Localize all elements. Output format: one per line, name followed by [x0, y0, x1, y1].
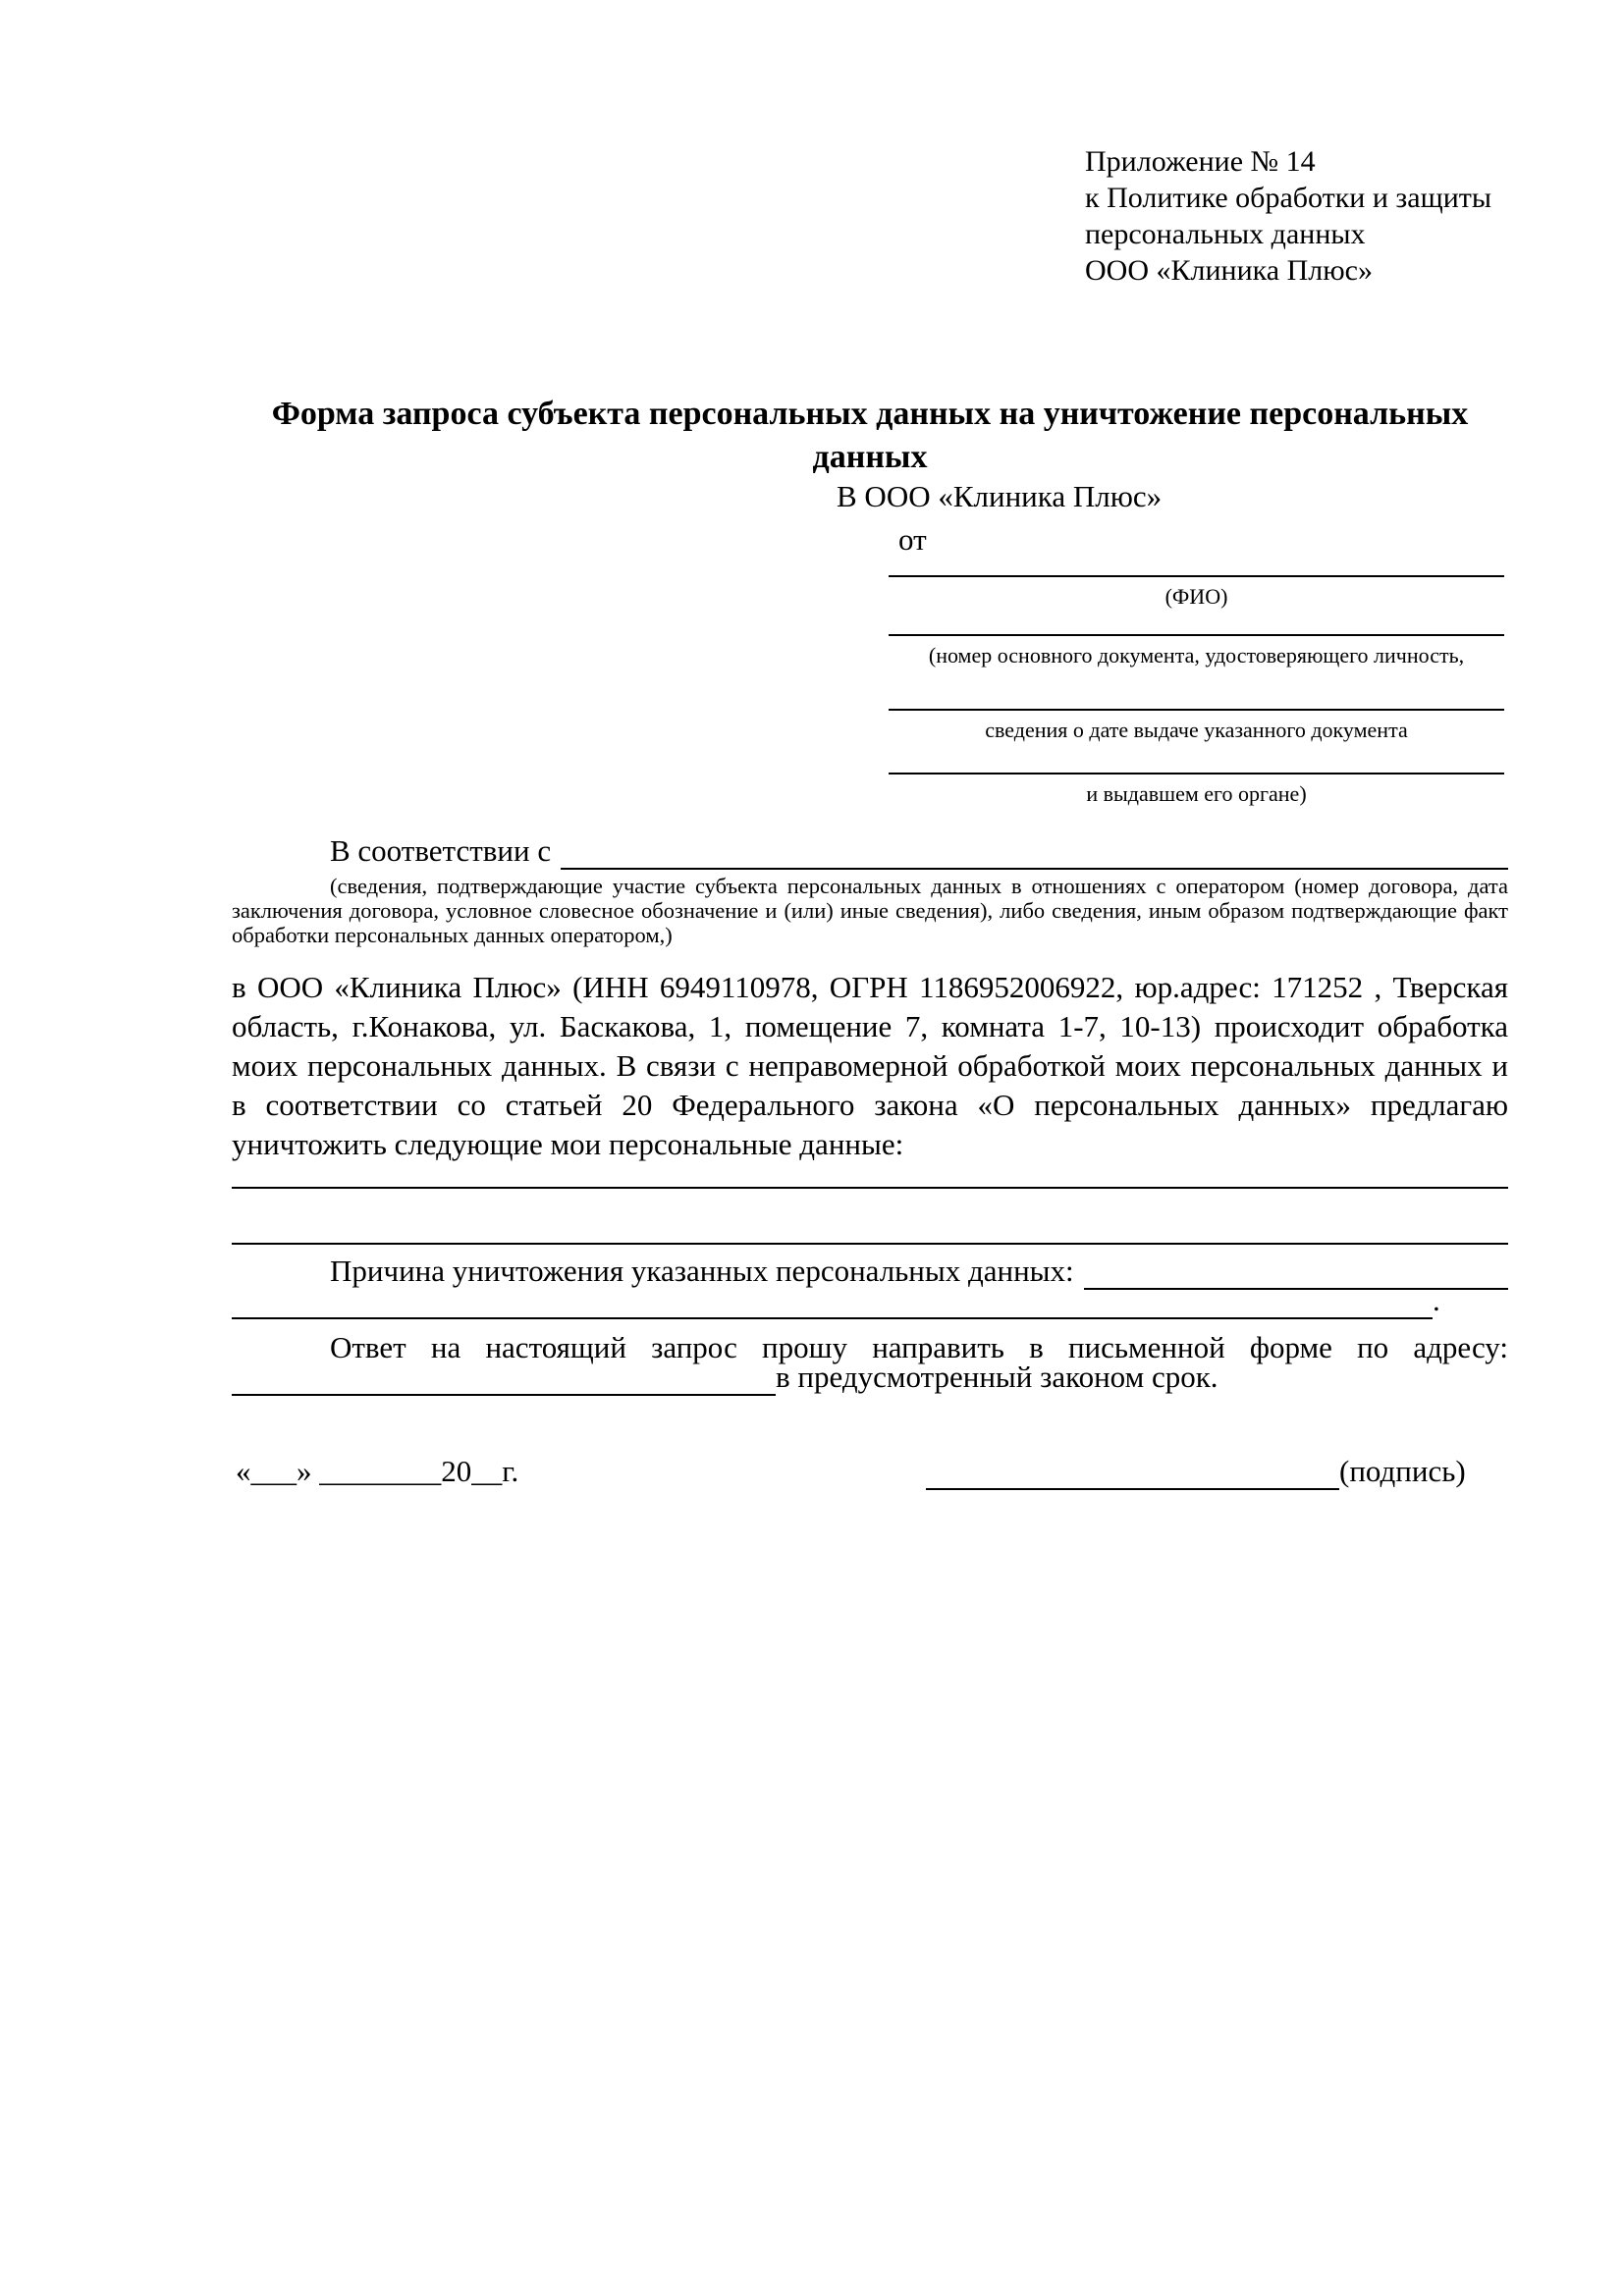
- personal-data-blank-line-1[interactable]: [232, 1187, 1508, 1189]
- address-blank-line[interactable]: [232, 1364, 776, 1396]
- form-title: Форма запроса субъекта персональных данных на уничтожение персональных данных: [271, 396, 1469, 475]
- term-text: в предусмотренный законом срок.: [776, 1360, 1218, 1394]
- date-blank[interactable]: «___» ________20__г.: [236, 1454, 519, 1488]
- signature-blank-line[interactable]: [926, 1459, 1339, 1490]
- personal-data-blank-line-2[interactable]: [232, 1243, 1508, 1245]
- header-line: Приложение № 14: [1085, 145, 1316, 178]
- issuing-authority-blank-line[interactable]: [889, 773, 1504, 774]
- signature-group: [926, 1453, 1466, 1490]
- accordance-prefix: В соответствии с: [330, 833, 552, 868]
- accordance-note: (сведения, подтверждающие участие субъекта персональных данных в отношениях с оператором (номер договора, дата заключения договора, условное словесное обозначение и (или) иные сведения), либо сведения, иным образом подтверждающие факт обработки персональных данных оператором,): [232, 874, 1508, 947]
- fio-blank-line[interactable]: [889, 575, 1504, 577]
- addressee-line: В ООО «Клиника Плюс»: [837, 479, 1163, 513]
- period-text: .: [1433, 1283, 1440, 1317]
- issue-date-caption: сведения о дате выдаче указанного документа: [985, 718, 1408, 742]
- signature-caption: (подпись): [1339, 1454, 1466, 1488]
- answer-paragraph: Ответ на настоящий запрос прошу направить в письменной форме по адресу:: [330, 1330, 1508, 1364]
- appendix-header: [1085, 143, 1491, 289]
- accordance-blank[interactable]: [561, 838, 1508, 870]
- fio-caption: (ФИО): [1164, 584, 1228, 609]
- reason-label: Причина уничтожения указанных персональных данных:: [330, 1254, 1074, 1288]
- issuing-authority-caption: и выдавшем его органе): [1086, 781, 1307, 806]
- from-label: от: [898, 522, 927, 557]
- document-number-blank-line[interactable]: [889, 634, 1504, 636]
- accordance-row: [232, 832, 1508, 870]
- issue-date-blank-line[interactable]: [889, 709, 1504, 711]
- header-line: ООО «Клиника Плюс»: [1085, 254, 1373, 287]
- term-row: [232, 1359, 1508, 1396]
- document-number-caption: (номер основного документа, удостоверяющего личность,: [928, 643, 1465, 667]
- reason-continuation-row: [232, 1282, 1508, 1319]
- header-line: к Политике обработки и защиты: [1085, 182, 1492, 214]
- header-line: персональных данных: [1085, 218, 1366, 250]
- main-paragraph: в ООО «Клиника Плюс» (ИНН 6949110978, ОГРН 1186952006922, юр.адрес: 171252 , Тверская область, г.Конакова, ул. Баскакова, 1, помещение 7, комната 1-7, 10-13) происходит обработка моих персональных данных. В связи с неправомерной обработкой моих персональных данных и в соответствии со статьей 20 Федерального закона «О персональных данных» предлагаю уничтожить следующие мои персональные данные:: [232, 970, 1508, 1161]
- reason-blank-line-2[interactable]: [232, 1288, 1433, 1319]
